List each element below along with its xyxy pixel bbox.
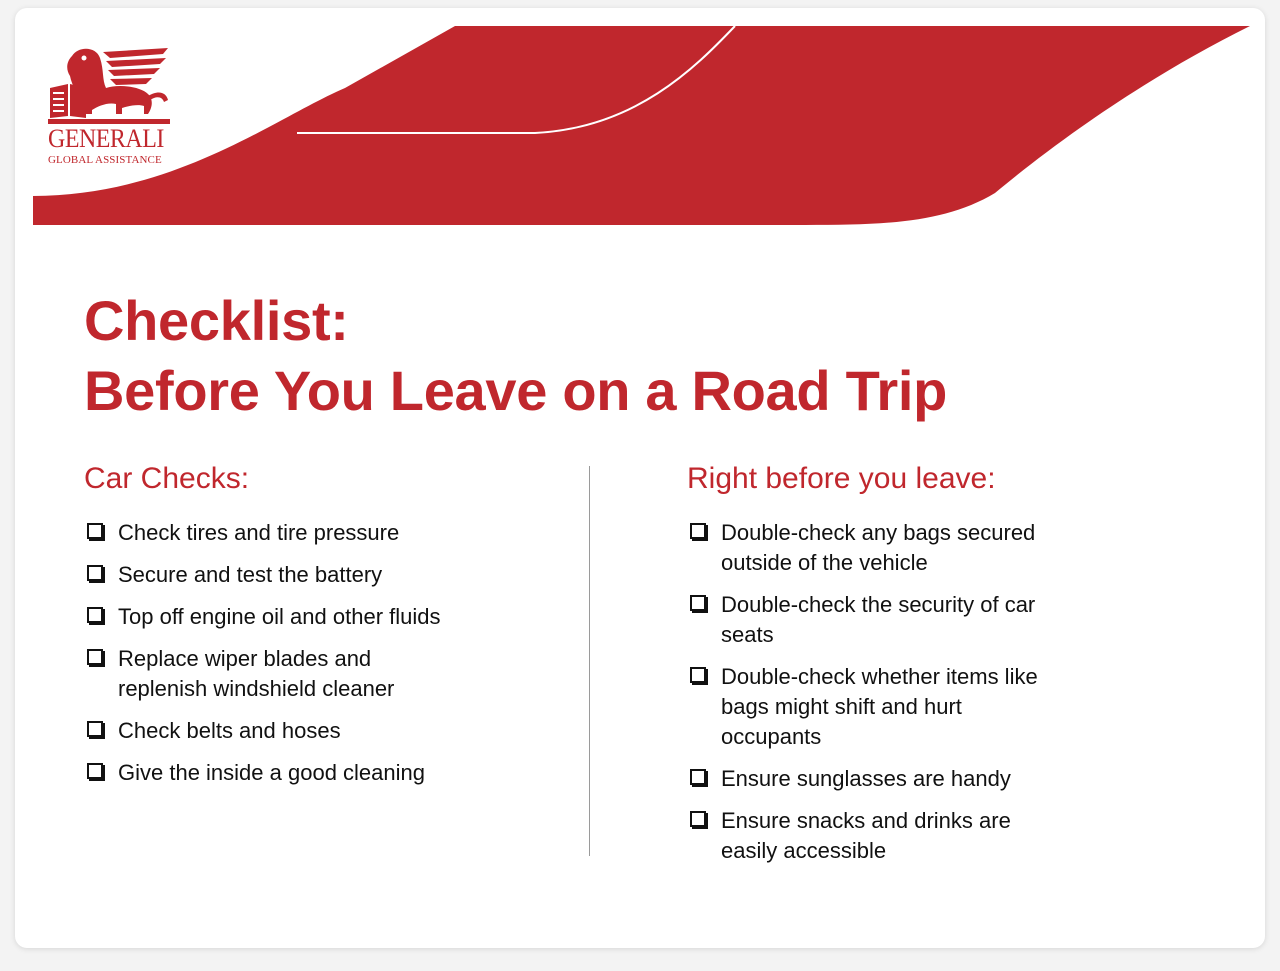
page-title: [84, 286, 947, 426]
generali-logo: [48, 44, 188, 167]
checklist-item: [84, 518, 554, 548]
checkbox-icon[interactable]: [87, 721, 103, 737]
checklist-item: [687, 806, 1057, 866]
header-banner: [15, 8, 1265, 248]
checkbox-icon[interactable]: [87, 763, 103, 779]
title-line-1: Checklist:: [84, 289, 349, 352]
checkbox-icon[interactable]: [87, 607, 103, 623]
checklist-item-label: Secure and test the battery: [118, 562, 383, 587]
winged-lion-icon: [48, 44, 174, 124]
checkbox-icon[interactable]: [87, 565, 103, 581]
before-leave-heading: Right before you leave:: [687, 462, 996, 495]
checklist-item: [84, 560, 554, 590]
checklist-card: [15, 8, 1265, 948]
before-leave-list: [687, 518, 1107, 866]
checkbox-icon[interactable]: [690, 523, 706, 539]
brand-subtitle: GLOBAL ASSISTANCE: [48, 154, 162, 166]
checkbox-icon[interactable]: [690, 667, 706, 683]
checkbox-icon[interactable]: [690, 769, 706, 785]
checkbox-icon[interactable]: [87, 649, 103, 665]
car-checks-heading: Car Checks:: [84, 462, 250, 495]
title-line-2: Before You Leave on a Road Trip: [84, 359, 948, 422]
checklist-item: [687, 764, 1107, 794]
checklist-item: [687, 662, 1057, 752]
car-checks-section: [84, 460, 554, 800]
checklist-item-label: Check tires and tire pressure: [118, 520, 400, 545]
checklist-item-label: Replace wiper blades and replenish windshield cleaner: [118, 646, 395, 701]
checklist-item-label: Double-check whether items like bags might shift and hurt occupants: [721, 664, 1038, 749]
car-checks-list: [84, 518, 554, 788]
checklist-item: [84, 758, 554, 788]
before-leave-section: [687, 460, 1107, 878]
checklist-item-label: Double-check any bags secured outside of the vehicle: [721, 520, 1036, 575]
checkbox-icon[interactable]: [690, 595, 706, 611]
checklist-item-label: Top off engine oil and other fluids: [118, 604, 441, 629]
checklist-item: [84, 716, 554, 746]
checklist-item: [687, 518, 1082, 578]
checklist-item-label: Give the inside a good cleaning: [118, 760, 425, 785]
checkbox-icon[interactable]: [690, 811, 706, 827]
checklist-item: [687, 590, 1082, 650]
checklist-item: [84, 602, 554, 632]
checklist-item-label: Double-check the security of car seats: [721, 592, 1036, 647]
brand-name: GENERALI: [48, 124, 164, 153]
checkbox-icon[interactable]: [87, 523, 103, 539]
checklist-item: [84, 644, 424, 704]
checklist-item-label: Ensure sunglasses are handy: [721, 766, 1011, 791]
column-divider: [589, 466, 590, 856]
checklist-item-label: Ensure snacks and drinks are easily accessible: [721, 808, 1011, 863]
checklist-item-label: Check belts and hoses: [118, 718, 341, 743]
